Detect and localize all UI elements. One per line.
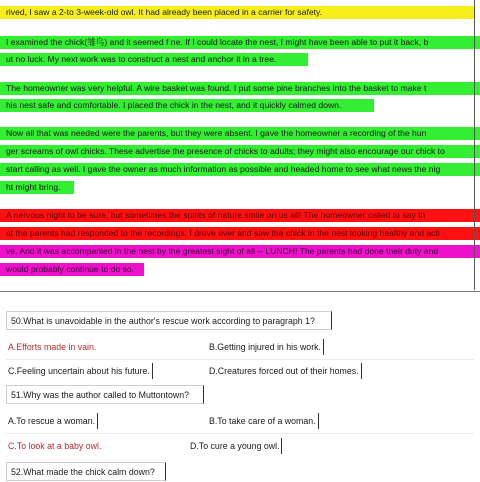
- passage-line: his nest safe and comfortable. I placed the chick in the nest, and it quickly calmed down.: [0, 99, 374, 112]
- option-50-a[interactable]: A.Efforts made in vain.: [8, 342, 97, 352]
- passage-line: at the parents had responded to the recordings. I drove over and saw the chick in the nest looking healthy and acti: [0, 227, 480, 240]
- option-51-c[interactable]: C.To look at a baby owl.: [8, 441, 102, 451]
- option-51-d[interactable]: D.To cure a young owl.: [190, 438, 282, 454]
- question-stem-52: 52.What made the chick calm down?: [6, 462, 166, 481]
- option-50-c[interactable]: C.Feeling uncertain about his future.: [8, 363, 153, 379]
- option-50-b[interactable]: B.Getting injured in his work.: [209, 339, 324, 355]
- passage-line: ger screams of owl chicks. These advertise the presence of chicks to adults; they might also encourage our chick to: [0, 145, 480, 158]
- passage-line: Now all that was needed were the parents, but they were absent. I gave the homeowner a recording of the hun: [0, 127, 480, 140]
- passage-line: I examined the chick(雏鸟) and it seemed f ne. If I could locate the nest, I might have been able to put it back, b: [0, 36, 480, 49]
- passage-line: ht might bring.: [0, 181, 74, 194]
- passage-line: A nervous night to be sure, but sometimes the spirits of nature smile on us all! The homeowner called to say th: [0, 209, 480, 222]
- option-50-d[interactable]: D.Creatures forced out of their homes.: [209, 363, 362, 379]
- passage-line: would probably continue to do so.: [0, 263, 144, 276]
- passage-line: rived, I saw a 2-to 3-week-old owl. It had already been placed in a carrier for safety.: [0, 6, 474, 19]
- option-51-b[interactable]: B.To take care of a woman.: [209, 413, 319, 429]
- divider: [6, 359, 474, 360]
- passage-line: The homeowner was very helpful. A wire basket was found. I put some pine branches into the basket to make t: [0, 82, 480, 95]
- passage-line: ut no luck. My next work was to construct a nest and anchor it in a tree.: [0, 53, 308, 66]
- question-stem-51: 51.Why was the author called to Muttontown?: [6, 385, 204, 404]
- passage-line: start calling as well. I gave the owner as much information as possible and headed home to see what news the nig: [0, 163, 480, 176]
- divider: [6, 433, 474, 434]
- question-stem-50: 50.What is unavoidable in the author's rescue work according to paragraph 1?: [6, 311, 332, 330]
- margin-rule: [474, 0, 475, 290]
- section-divider: [0, 291, 480, 292]
- option-51-a[interactable]: A.To rescue a woman.: [8, 413, 98, 429]
- passage-line: ve. And it was accompanied in the nest by the greatest sight of all -- LUNCH! The parents had done their duty and: [0, 245, 480, 258]
